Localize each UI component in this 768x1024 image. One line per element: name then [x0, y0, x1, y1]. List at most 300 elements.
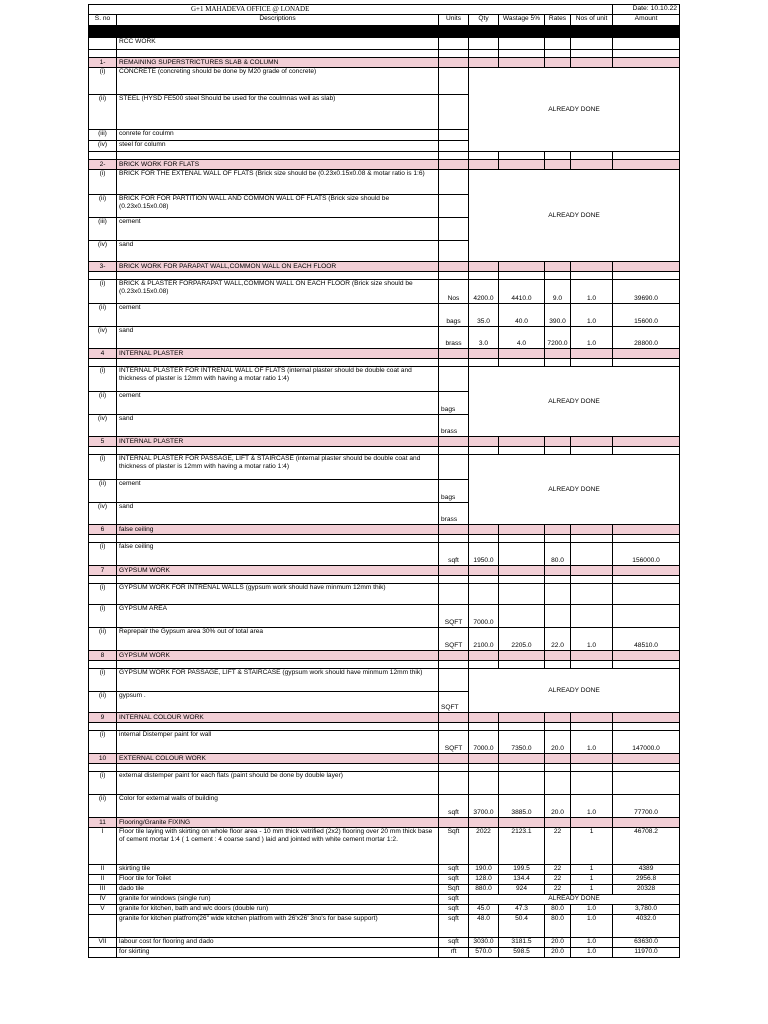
table-cell — [439, 713, 469, 723]
col-desc: Descriptions — [117, 15, 439, 26]
table-cell — [499, 543, 545, 566]
table-cell: 11970.0 — [613, 948, 680, 958]
table-cell — [439, 160, 469, 170]
table-cell — [545, 605, 571, 628]
table-cell: 598.5 — [499, 948, 545, 958]
section-4-row — [89, 367, 680, 392]
table-cell: 80.0 — [545, 915, 571, 938]
table-cell — [499, 566, 545, 576]
table-cell — [499, 584, 545, 605]
section-11-row — [89, 905, 680, 915]
table-cell — [545, 160, 571, 170]
section-9-header — [89, 713, 680, 723]
table-cell — [571, 723, 613, 731]
col-units: Units — [439, 15, 469, 26]
table-cell: BRICK & PLASTER FORPARAPAT WALL,COMMON WALL ON EACH FLOOR (Brick size should be (0.23x0.15x0.08) — [117, 280, 439, 304]
table-cell: 7 — [89, 566, 117, 576]
table-cell: false ceiling — [117, 543, 439, 566]
table-cell — [499, 772, 545, 795]
table-cell — [571, 152, 613, 160]
already-done-label: ALREADY DONE — [469, 170, 680, 262]
table-cell: brass — [439, 415, 469, 437]
table-cell — [89, 38, 117, 50]
section-3-row — [89, 304, 680, 327]
table-cell: SQFT — [439, 731, 469, 754]
table-cell: (ii) — [89, 692, 117, 713]
table-cell: sand — [117, 327, 439, 349]
table-cell — [613, 772, 680, 795]
section-11-row — [89, 895, 680, 905]
table-cell: EXTERNAL COLOUR WORK — [117, 754, 439, 764]
table-cell: bags — [439, 392, 469, 415]
table-cell: 3885.0 — [499, 795, 545, 818]
section-7-row — [89, 584, 680, 605]
table-cell — [469, 160, 499, 170]
table-cell — [613, 818, 680, 828]
table-cell — [89, 535, 117, 543]
table-cell — [439, 723, 469, 731]
section-10-row — [89, 772, 680, 795]
table-cell: 2123.1 — [499, 828, 545, 865]
table-cell — [499, 38, 545, 50]
table-cell — [545, 764, 571, 772]
table-cell: rft — [439, 948, 469, 958]
table-cell — [439, 141, 469, 152]
section-11-row — [89, 885, 680, 895]
table-cell — [439, 576, 469, 584]
table-cell: sand — [117, 415, 439, 437]
table-cell — [439, 455, 469, 480]
table-cell — [613, 764, 680, 772]
table-cell: CONCRETE (concreting should be done by M20 grade of concrete) — [117, 68, 439, 95]
table-cell — [439, 367, 469, 392]
table-cell: 45.0 — [469, 905, 499, 915]
table-cell — [439, 359, 469, 367]
table-cell — [439, 437, 469, 447]
table-cell — [439, 262, 469, 272]
section-3-header — [89, 262, 680, 272]
section-3-row — [89, 327, 680, 349]
table-cell — [469, 359, 499, 367]
table-cell: VII — [89, 938, 117, 948]
table-cell: 8 — [89, 651, 117, 661]
table-cell: 7000.0 — [469, 605, 499, 628]
table-cell: 1 — [571, 885, 613, 895]
table-cell — [613, 447, 680, 455]
table-cell — [89, 272, 117, 280]
table-cell — [499, 764, 545, 772]
table-cell: 1.0 — [571, 915, 613, 938]
table-cell — [469, 576, 499, 584]
table-cell: skirting tile — [117, 865, 439, 875]
section-5-header — [89, 437, 680, 447]
table-cell — [469, 535, 499, 543]
table-cell — [439, 566, 469, 576]
table-cell — [469, 38, 499, 50]
table-cell — [117, 764, 439, 772]
rcc-row — [89, 38, 680, 50]
table-cell — [439, 661, 469, 669]
table-cell — [545, 723, 571, 731]
table-cell — [613, 605, 680, 628]
table-cell — [571, 447, 613, 455]
table-cell — [469, 58, 499, 68]
table-cell — [613, 437, 680, 447]
table-cell: BRICK FOR THE EXTENAL WALL OF FLATS (Brick size should be (0.23x0.15x0.08 & motar ratio is 1:6) — [117, 170, 439, 195]
section-8-row — [89, 669, 680, 692]
table-cell — [613, 723, 680, 731]
table-cell: BRICK FOR FOR PARTITION WALL AND COMMON WALL OF FLATS (Brick size should be (0.23x0.15x0.08) — [117, 195, 439, 218]
black-band — [89, 26, 680, 38]
table-cell: INTERNAL PLASTER — [117, 349, 439, 359]
table-cell: 2- — [89, 160, 117, 170]
table-cell: 2205.0 — [499, 628, 545, 651]
table-cell — [499, 651, 545, 661]
table-cell — [439, 170, 469, 195]
table-cell: 1 — [571, 865, 613, 875]
table-cell: 9.0 — [545, 280, 571, 304]
table-cell — [439, 772, 469, 795]
table-cell: (iii) — [89, 130, 117, 141]
col-nos: Nos of unit — [571, 15, 613, 26]
table-cell: INTERNAL COLOUR WORK — [117, 713, 439, 723]
table-cell — [545, 38, 571, 50]
table-cell — [469, 272, 499, 280]
table-cell — [613, 651, 680, 661]
table-cell: granite for kitchen platfrom(26" wide kitchen platfrom with 26'x26' 3no's for base support) — [117, 915, 439, 938]
table-cell — [545, 437, 571, 447]
table-cell — [545, 359, 571, 367]
table-cell: IV — [89, 895, 117, 905]
table-cell — [613, 160, 680, 170]
table-cell: conrete for coulmn — [117, 130, 439, 141]
table-cell — [571, 58, 613, 68]
table-cell — [89, 26, 680, 38]
section-7-header — [89, 566, 680, 576]
table-cell — [439, 195, 469, 218]
table-cell: II — [89, 865, 117, 875]
table-cell — [613, 584, 680, 605]
table-cell — [439, 818, 469, 828]
table-cell — [571, 713, 613, 723]
table-cell: (i) — [89, 455, 117, 480]
table-cell: 7000.0 — [469, 731, 499, 754]
table-cell: 22 — [545, 875, 571, 885]
table-cell — [117, 50, 439, 58]
table-cell — [499, 160, 545, 170]
table-cell — [613, 576, 680, 584]
section-11-row — [89, 948, 680, 958]
table-cell: 880.0 — [469, 885, 499, 895]
table-cell — [545, 566, 571, 576]
boq-table — [88, 4, 680, 958]
table-cell — [545, 818, 571, 828]
header-row — [89, 15, 680, 26]
table-cell: 48510.0 — [613, 628, 680, 651]
table-cell: I — [89, 828, 117, 865]
table-cell: INTERNAL PLASTER — [117, 437, 439, 447]
table-cell: Floor tile for Toilet — [117, 875, 439, 885]
table-cell: 1.0 — [571, 327, 613, 349]
table-cell — [571, 605, 613, 628]
table-cell: BRICK WORK FOR PARAPAT WALL,COMMON WALL ON EACH FLOOR — [117, 262, 439, 272]
table-cell — [571, 566, 613, 576]
table-cell: 22 — [545, 865, 571, 875]
table-cell — [571, 50, 613, 58]
table-cell: 1950.0 — [469, 543, 499, 566]
table-cell: 1 — [571, 875, 613, 885]
table-cell — [571, 764, 613, 772]
table-cell: granite for kitchen, bath and w/c doors (double run) — [117, 905, 439, 915]
table-cell: cement — [117, 392, 439, 415]
section-4-header — [89, 349, 680, 359]
table-cell: INTERNAL PLASTER FOR PASSAGE, LIFT & STAIRCASE (internal plaster should be double coat and thickness of plaster is 12mm with having a motar ratio 1:4) — [117, 455, 439, 480]
table-cell: (iv) — [89, 241, 117, 262]
table-cell — [469, 525, 499, 535]
section-7-row — [89, 628, 680, 651]
table-cell: 1.0 — [571, 628, 613, 651]
table-cell: (i) — [89, 280, 117, 304]
already-done-label: ALREADY DONE — [469, 455, 680, 525]
table-cell — [499, 525, 545, 535]
table-cell — [89, 152, 117, 160]
table-cell — [439, 764, 469, 772]
table-cell — [571, 661, 613, 669]
section-11-row — [89, 915, 680, 938]
table-cell: 9 — [89, 713, 117, 723]
table-cell — [499, 713, 545, 723]
section-11-row — [89, 875, 680, 885]
table-cell: 20.0 — [545, 948, 571, 958]
table-cell — [571, 772, 613, 795]
already-done-label: ALREADY DONE — [469, 669, 680, 713]
table-cell — [499, 754, 545, 764]
table-cell — [469, 754, 499, 764]
table-cell: sqft — [439, 895, 469, 905]
table-cell: 134.4 — [499, 875, 545, 885]
table-cell — [499, 661, 545, 669]
table-cell — [117, 535, 439, 543]
table-cell — [571, 437, 613, 447]
table-cell — [469, 661, 499, 669]
table-cell: 156000.0 — [613, 543, 680, 566]
table-cell: INTERNAL PLASTER FOR INTRENAL WALL OF FLATS (internal plaster should be double coat and thickness of plaster is 12mm with having a motar ratio 1:4) — [117, 367, 439, 392]
table-cell: 2022 — [469, 828, 499, 865]
table-cell: (ii) — [89, 304, 117, 327]
table-cell — [499, 535, 545, 543]
table-cell: Sqft — [439, 828, 469, 865]
table-cell: STEEL (HYSD FE500 steel Should be used for the coulmnas well as slab) — [117, 95, 439, 130]
table-cell: (i) — [89, 605, 117, 628]
table-cell: sqft — [439, 543, 469, 566]
table-cell — [469, 713, 499, 723]
table-cell: (ii) — [89, 195, 117, 218]
table-cell: 80.0 — [545, 905, 571, 915]
table-cell: bags — [439, 480, 469, 503]
table-cell: (i) — [89, 731, 117, 754]
table-cell: gypsum . — [117, 692, 439, 713]
table-cell — [499, 272, 545, 280]
table-cell: SQFT — [439, 628, 469, 651]
section-11-row — [89, 865, 680, 875]
rcc-title: RCC WORK — [117, 38, 439, 50]
table-cell — [469, 764, 499, 772]
table-cell — [613, 50, 680, 58]
table-cell: GYPSUM WORK — [117, 566, 439, 576]
document-date: Date: 10.10.22 — [613, 5, 680, 15]
table-cell — [571, 160, 613, 170]
table-cell: bags — [439, 304, 469, 327]
section-11-header — [89, 818, 680, 828]
table-cell — [613, 349, 680, 359]
table-cell: 11 — [89, 818, 117, 828]
table-cell — [499, 152, 545, 160]
table-cell: labour cost for flooring and dado — [117, 938, 439, 948]
table-cell: (ii) — [89, 628, 117, 651]
table-cell: 1- — [89, 58, 117, 68]
table-cell: sqft — [439, 875, 469, 885]
already-done-label: ALREADY DONE — [469, 68, 680, 152]
table-cell: 50.4 — [499, 915, 545, 938]
table-cell: 3.0 — [469, 327, 499, 349]
table-cell — [571, 543, 613, 566]
table-cell: (i) — [89, 543, 117, 566]
table-cell — [571, 584, 613, 605]
document-title: G+1 MAHADEVA OFFICE @ LONADE — [89, 5, 613, 15]
table-cell: sand — [117, 503, 439, 525]
table-cell: (ii) — [89, 795, 117, 818]
section-1-header — [89, 58, 680, 68]
table-cell: cement — [117, 304, 439, 327]
table-cell: 390.0 — [545, 304, 571, 327]
section-6-row — [89, 543, 680, 566]
table-cell — [571, 535, 613, 543]
table-cell — [545, 576, 571, 584]
table-cell — [499, 723, 545, 731]
table-cell — [469, 447, 499, 455]
table-cell — [499, 359, 545, 367]
table-cell: 48.0 — [469, 915, 499, 938]
table-cell: 35.0 — [469, 304, 499, 327]
table-cell: 1.0 — [571, 938, 613, 948]
table-cell: (iv) — [89, 141, 117, 152]
table-cell — [469, 262, 499, 272]
table-cell — [545, 447, 571, 455]
table-cell: REMAINING SUPERSTRICTURES SLAB & COLUMN — [117, 58, 439, 68]
col-rates: Rates — [545, 15, 571, 26]
table-cell: Color for external walls of building — [117, 795, 439, 818]
table-cell: 3- — [89, 262, 117, 272]
table-cell: brass — [439, 503, 469, 525]
table-cell — [571, 651, 613, 661]
table-cell — [469, 772, 499, 795]
table-cell: 22 — [545, 828, 571, 865]
table-cell — [499, 262, 545, 272]
table-cell: sqft — [439, 905, 469, 915]
table-cell: 1.0 — [571, 731, 613, 754]
table-cell — [117, 723, 439, 731]
table-cell — [89, 948, 117, 958]
table-cell: (iv) — [89, 327, 117, 349]
table-cell: SQFT — [439, 605, 469, 628]
table-cell — [117, 661, 439, 669]
table-cell — [545, 50, 571, 58]
already-done-label: ALREADY DONE — [469, 367, 680, 437]
table-cell — [571, 754, 613, 764]
section-2-row — [89, 170, 680, 195]
table-cell: 2956.8 — [613, 875, 680, 885]
table-cell — [439, 754, 469, 764]
table-cell: 20.0 — [545, 938, 571, 948]
table-cell — [545, 713, 571, 723]
table-cell: sqft — [439, 915, 469, 938]
table-cell: for skirting — [117, 948, 439, 958]
table-cell: 3,780.0 — [613, 905, 680, 915]
table-cell: 4410.0 — [499, 280, 545, 304]
table-cell: (ii) — [89, 392, 117, 415]
table-cell: 77700.0 — [613, 795, 680, 818]
table-cell: sqft — [439, 795, 469, 818]
col-wastage: Wastage 5% — [499, 15, 545, 26]
table-cell: 6 — [89, 525, 117, 535]
table-cell: brass — [439, 327, 469, 349]
table-cell — [439, 95, 469, 130]
table-cell — [117, 152, 439, 160]
col-sno: S. no — [89, 15, 117, 26]
table-cell — [545, 772, 571, 795]
table-cell — [499, 576, 545, 584]
table-cell — [117, 576, 439, 584]
table-cell — [545, 272, 571, 280]
table-cell: 1.0 — [571, 795, 613, 818]
table-cell: steel for column — [117, 141, 439, 152]
table-cell — [89, 50, 117, 58]
section-1-row — [89, 68, 680, 95]
table-cell — [469, 437, 499, 447]
table-cell — [89, 661, 117, 669]
table-cell: 2100.0 — [469, 628, 499, 651]
table-cell: 40.0 — [499, 304, 545, 327]
table-cell — [613, 58, 680, 68]
table-cell: Floor tile laying with skirting on whole floor area - 10 mm thick vetrified (2x2) flooring over 20 mm thick base of cement mortar 1:4 ( 1 cement : 4 coarse sand ) laid and jointed with white cement mortar 1:2. — [117, 828, 439, 865]
table-cell: false ceiling — [117, 525, 439, 535]
title-row — [89, 5, 680, 15]
table-cell — [571, 272, 613, 280]
table-cell: (iv) — [89, 503, 117, 525]
table-cell — [571, 38, 613, 50]
section-11-row — [89, 828, 680, 865]
table-cell — [499, 50, 545, 58]
table-cell: (i) — [89, 669, 117, 692]
table-cell — [613, 713, 680, 723]
table-cell: 20.0 — [545, 731, 571, 754]
table-cell: 20.0 — [545, 795, 571, 818]
table-cell: Sqft — [439, 885, 469, 895]
table-cell — [571, 576, 613, 584]
already-done-label: ALREADY DONE — [469, 895, 680, 905]
table-cell — [613, 525, 680, 535]
table-cell: 5 — [89, 437, 117, 447]
table-cell: Nos — [439, 280, 469, 304]
table-cell — [613, 38, 680, 50]
table-cell — [439, 447, 469, 455]
table-cell — [613, 566, 680, 576]
table-cell — [571, 349, 613, 359]
section-10-header — [89, 754, 680, 764]
table-cell — [571, 525, 613, 535]
table-cell — [89, 359, 117, 367]
table-cell: 4389 — [613, 865, 680, 875]
